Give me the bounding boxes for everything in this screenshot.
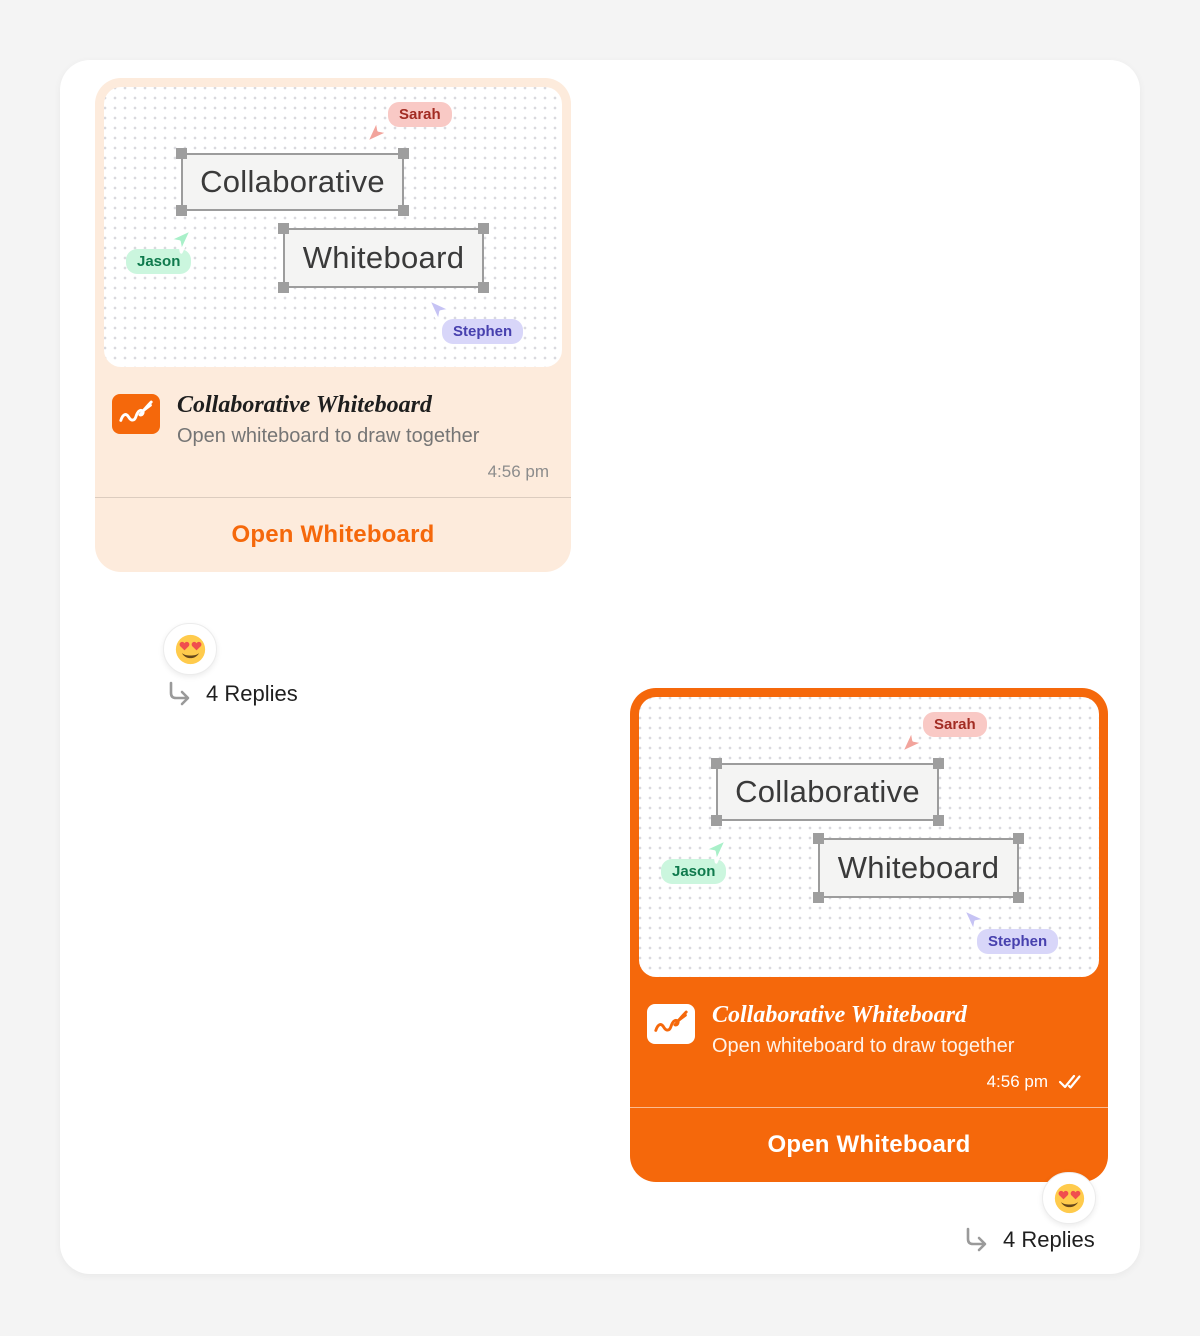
card-subtitle: Open whiteboard to draw together [177,424,480,447]
heart-eyes-emoji [1054,1183,1085,1214]
replies-label: 4 Replies [1003,1226,1095,1252]
whiteboard-preview[interactable] [639,697,1099,977]
whiteboard-scribble-icon [112,394,160,434]
replies-link[interactable] [963,1226,1095,1253]
reaction-chip[interactable] [163,623,217,675]
message-time: 4:56 pm [487,461,549,481]
selection-handle [1013,833,1024,844]
card-info [630,977,1108,1092]
selection-handle [176,205,187,216]
card-subtitle: Open whiteboard to draw together [712,1034,1015,1057]
selection-handle [933,815,944,826]
selection-handle [711,758,722,769]
reply-arrow-icon [963,1226,990,1253]
whiteboard-text-box [716,763,939,821]
selection-handle [478,282,489,293]
selection-handle [398,148,409,159]
whiteboard-scribble-icon [647,1004,695,1044]
whiteboard-text-box [818,838,1019,898]
selection-handle [1013,892,1024,903]
whiteboard-preview[interactable] [104,87,562,367]
message-time: 4:56 pm [986,1071,1048,1091]
heart-eyes-emoji [175,634,206,665]
open-whiteboard-button[interactable]: Open Whiteboard [231,520,435,548]
whiteboard-box-label: Collaborative [735,774,920,809]
replies-label: 4 Replies [206,680,298,706]
collaborator-badge-jason: Jason [126,249,191,274]
selection-handle [813,892,824,903]
whiteboard-text-box [283,228,484,288]
whiteboard-box-label: Whiteboard [837,850,1000,885]
collaborator-badge-sarah: Sarah [388,102,452,127]
selection-handle [278,223,289,234]
open-whiteboard-button[interactable]: Open Whiteboard [767,1130,971,1158]
collaborator-badge-sarah: Sarah [923,712,987,737]
card-title: Collaborative Whiteboard [712,1002,967,1028]
collaborator-badge-stephen: Stephen [977,929,1058,954]
whiteboard-text-box [181,153,404,211]
selection-handle [933,758,944,769]
message-bubble-incoming [95,78,571,572]
chat-panel [60,60,1140,1274]
selection-handle [278,282,289,293]
selection-handle [813,833,824,844]
card-info [95,367,571,482]
selection-handle [478,223,489,234]
whiteboard-box-label: Collaborative [200,164,385,199]
whiteboard-box-label: Whiteboard [302,240,465,275]
replies-link[interactable] [166,680,298,707]
collaborator-badge-stephen: Stephen [442,319,523,344]
selection-handle [398,205,409,216]
message-bubble-outgoing [630,688,1108,1182]
reaction-chip[interactable] [1042,1172,1096,1224]
card-title: Collaborative Whiteboard [177,392,432,418]
double-check-icon [1058,1073,1086,1091]
collaborator-badge-jason: Jason [661,859,726,884]
selection-handle [711,815,722,826]
reply-arrow-icon [166,680,193,707]
selection-handle [176,148,187,159]
